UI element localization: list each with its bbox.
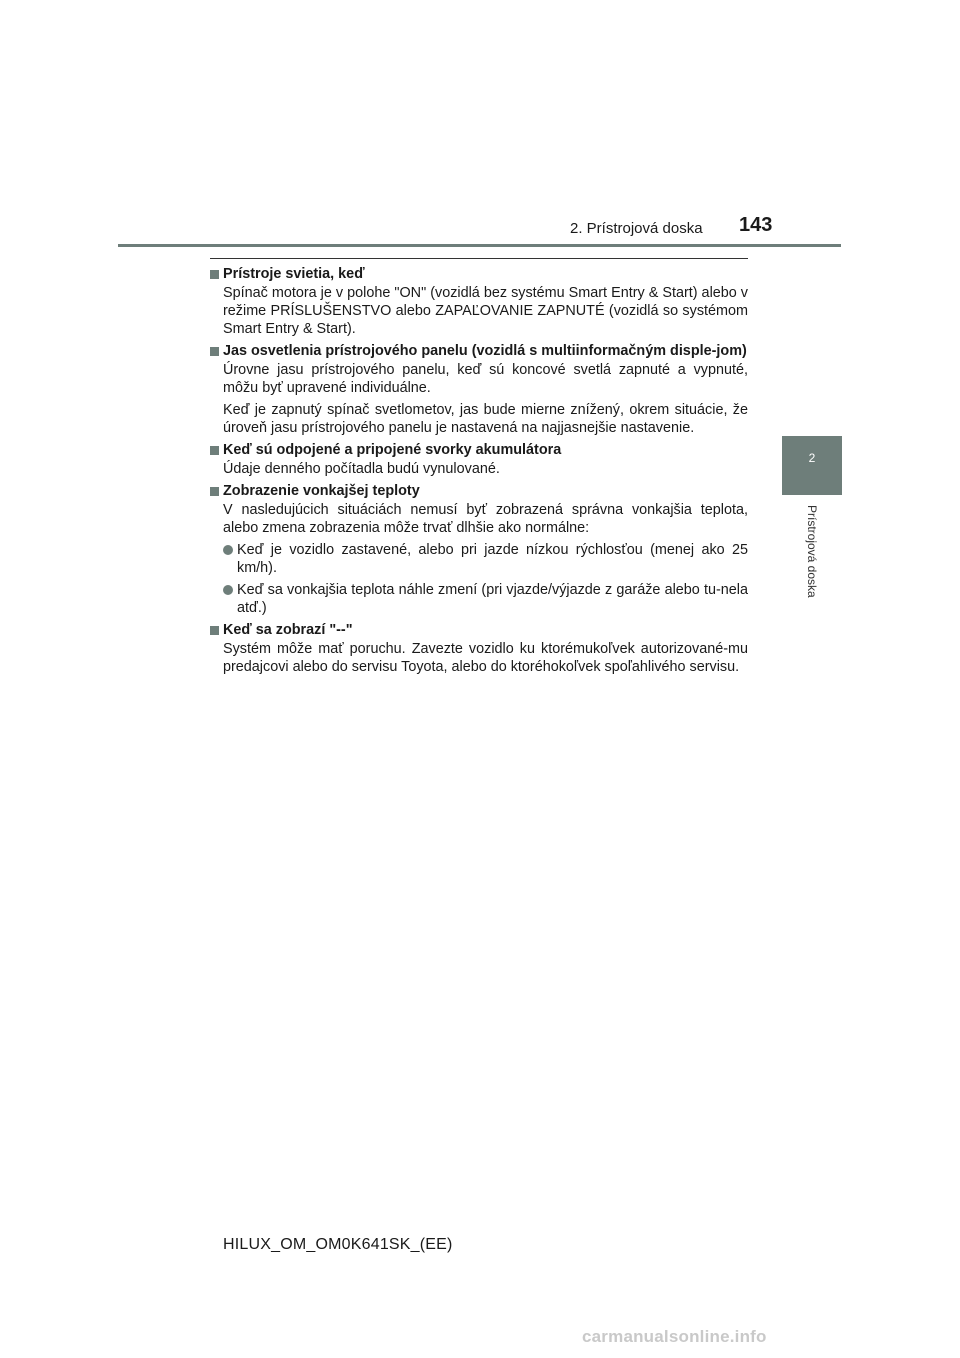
section-panel-brightness [210, 342, 748, 437]
list-item [223, 541, 748, 577]
page-number: 143 [739, 214, 773, 236]
chapter-tab-label: Prístrojová doska [805, 505, 819, 598]
section-dash-display [210, 621, 748, 676]
round-bullet-icon [223, 545, 233, 555]
list-item-text: Keď je vozidlo zastavené, alebo pri jazde nízkou rýchlosťou (menej ako 25 km/h). [237, 542, 748, 576]
content [210, 265, 748, 680]
section-heading [210, 265, 748, 283]
section-battery-terminals [210, 441, 748, 478]
section-heading [210, 482, 748, 500]
list-item-text: Keď sa vonkajšia teplota náhle zmení (pri vjazde/výjazde z garáže alebo tu-nela atď.) [237, 582, 748, 616]
paragraph: Keď je zapnutý spínač svetlometov, jas bude mierne znížený, okrem situácie, že úroveň jasu prístrojového panelu je nastavená na najjasnejšie nastavenie. [223, 402, 748, 436]
section-outside-temperature [210, 482, 748, 617]
paragraph: V nasledujúcich situáciách nemusí byť zobrazená správna vonkajšia teplota, alebo zmena zobrazenia môže trvať dlhšie ako normálne: [223, 502, 748, 536]
watermark: carmanualsonline.info [582, 1327, 767, 1346]
section-heading-text: Jas osvetlenia prístrojového panelu (vozidlá s multiinformačným disple-jom) [223, 343, 747, 359]
square-bullet-icon [210, 270, 219, 279]
square-bullet-icon [210, 446, 219, 455]
square-bullet-icon [210, 347, 219, 356]
section-instruments-light [210, 265, 748, 338]
content-top-rule [210, 258, 748, 259]
section-heading-text: Prístroje svietia, keď [223, 266, 365, 282]
round-bullet-icon [223, 585, 233, 595]
paragraph: Systém môže mať poruchu. Zavezte vozidlo ku ktorémukoľvek autorizované-mu predajcovi alebo do servisu Toyota, alebo do ktoréhokoľvek spoľahlivého servisu. [223, 641, 748, 675]
paragraph: Spínač motora je v polohe "ON" (vozidlá bez systému Smart Entry & Start) alebo v režime PRÍSLUŠENSTVO alebo ZAPAĽOVANIE ZAPNUTÉ (vozidlá so systémom Smart Entry & Start). [223, 285, 748, 337]
section-heading-text: Zobrazenie vonkajšej teploty [223, 483, 420, 499]
square-bullet-icon [210, 487, 219, 496]
section-heading [210, 441, 748, 459]
section-heading [210, 621, 748, 639]
section-heading [210, 342, 748, 360]
chapter-tab [782, 436, 842, 495]
section-heading-text: Keď sa zobrazí "--" [223, 622, 353, 638]
list-item [223, 581, 748, 617]
section-heading-text: Keď sú odpojené a pripojené svorky akumulátora [223, 442, 562, 458]
chapter-tab-number: 2 [808, 451, 816, 465]
header-section-title: 2. Prístrojová doska [570, 220, 703, 237]
square-bullet-icon [210, 626, 219, 635]
header-rule [118, 244, 841, 247]
document-code: HILUX_OM_OM0K641SK_(EE) [223, 1236, 453, 1253]
paragraph: Úrovne jasu prístrojového panelu, keď sú koncové svetlá zapnuté a vypnuté, môžu byť upravené individuálne. [223, 362, 748, 396]
paragraph: Údaje denného počítadla budú vynulované. [223, 461, 500, 477]
